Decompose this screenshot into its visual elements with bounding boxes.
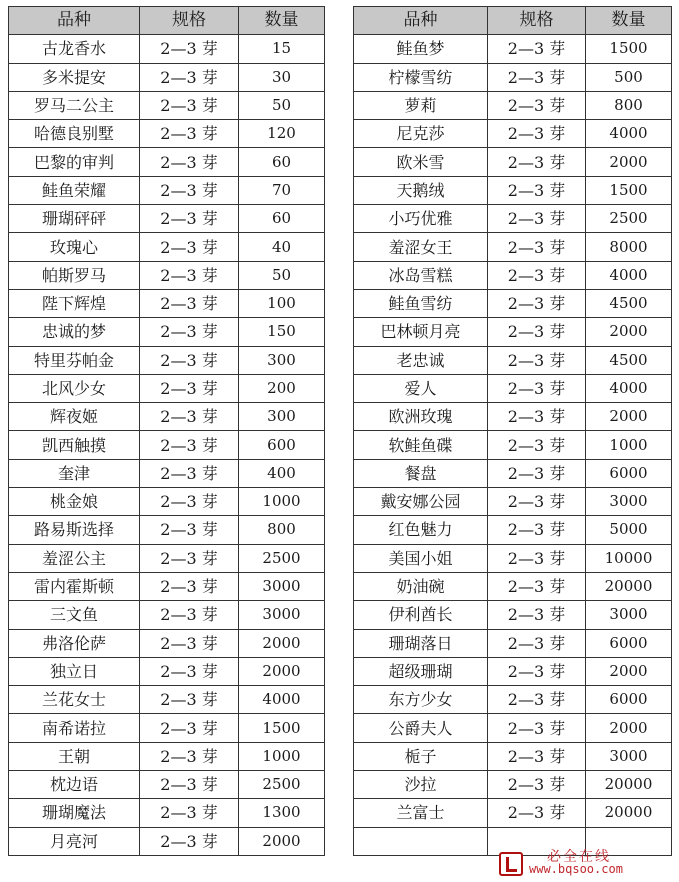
quantity-cell: 2000 — [239, 657, 325, 685]
quantity-cell: 4000 — [586, 261, 672, 289]
quantity-cell: 4500 — [586, 289, 672, 317]
variety-cell: 沙拉 — [354, 771, 488, 799]
table-row — [9, 799, 325, 827]
variety-cell: 爱人 — [354, 374, 488, 402]
variety-cell: 栀子 — [354, 742, 488, 770]
watermark-url: www.bqsoo.com — [529, 862, 623, 876]
spec-cell: 2—3 芽 — [140, 771, 239, 799]
table-row — [354, 289, 672, 317]
table-row — [9, 714, 325, 742]
header-spec: 规格 — [140, 7, 239, 35]
quantity-cell: 4500 — [586, 346, 672, 374]
variety-cell: 珊瑚落日 — [354, 629, 488, 657]
spec-cell: 2—3 芽 — [488, 374, 586, 402]
spec-cell: 2—3 芽 — [140, 827, 239, 855]
table-row — [354, 205, 672, 233]
variety-cell: 珊瑚砰砰 — [9, 205, 140, 233]
spec-cell: 2—3 芽 — [488, 657, 586, 685]
spec-cell: 2—3 芽 — [488, 233, 586, 261]
quantity-cell: 400 — [239, 459, 325, 487]
header-row — [9, 7, 325, 35]
table-row — [9, 120, 325, 148]
site-watermark — [499, 846, 667, 880]
quantity-cell: 6000 — [586, 459, 672, 487]
variety-cell: 软鲑鱼碟 — [354, 431, 488, 459]
table-row — [354, 431, 672, 459]
spec-cell: 2—3 芽 — [140, 63, 239, 91]
spec-cell: 2—3 芽 — [140, 431, 239, 459]
variety-cell: 罗马二公主 — [9, 91, 140, 119]
table-row — [354, 686, 672, 714]
quantity-cell: 4000 — [586, 120, 672, 148]
variety-cell: 餐盘 — [354, 459, 488, 487]
quantity-cell: 70 — [239, 176, 325, 204]
spec-cell: 2—3 芽 — [140, 318, 239, 346]
table-row — [9, 657, 325, 685]
spec-cell: 2—3 芽 — [488, 771, 586, 799]
table-row — [354, 261, 672, 289]
variety-cell: 多米提安 — [9, 63, 140, 91]
quantity-cell: 3000 — [586, 488, 672, 516]
quantity-cell: 150 — [239, 318, 325, 346]
variety-cell: 尼克莎 — [354, 120, 488, 148]
table-row — [9, 827, 325, 855]
variety-cell: 北风少女 — [9, 374, 140, 402]
table-row — [9, 35, 325, 63]
quantity-cell: 4000 — [586, 374, 672, 402]
table-row — [9, 431, 325, 459]
spec-cell: 2—3 芽 — [140, 148, 239, 176]
variety-cell: 帕斯罗马 — [9, 261, 140, 289]
spec-cell: 2—3 芽 — [488, 120, 586, 148]
variety-cell: 路易斯选择 — [9, 516, 140, 544]
quantity-cell: 5000 — [586, 516, 672, 544]
variety-cell: 天鹅绒 — [354, 176, 488, 204]
table-row — [9, 374, 325, 402]
table-row — [9, 488, 325, 516]
variety-cell: 珊瑚魔法 — [9, 799, 140, 827]
variety-cell: 红色魅力 — [354, 516, 488, 544]
quantity-cell: 1500 — [239, 714, 325, 742]
table-row — [9, 289, 325, 317]
variety-cell: 玫瑰心 — [9, 233, 140, 261]
spec-cell: 2—3 芽 — [488, 403, 586, 431]
spec-cell: 2—3 芽 — [488, 516, 586, 544]
quantity-cell: 15 — [239, 35, 325, 63]
table-row — [9, 601, 325, 629]
watermark-title: 必全在线 — [547, 849, 611, 865]
table-row — [354, 374, 672, 402]
variety-cell: 伊利酋长 — [354, 601, 488, 629]
quantity-cell: 2500 — [239, 771, 325, 799]
spec-cell: 2—3 芽 — [140, 459, 239, 487]
quantity-cell: 300 — [239, 346, 325, 374]
variety-cell: 凯西触摸 — [9, 431, 140, 459]
table-row — [354, 346, 672, 374]
table-row — [9, 742, 325, 770]
table-row — [9, 91, 325, 119]
quantity-cell: 800 — [586, 91, 672, 119]
table-row — [354, 35, 672, 63]
quantity-cell: 6000 — [586, 629, 672, 657]
header-variety: 品种 — [9, 7, 140, 35]
spec-cell: 2—3 芽 — [140, 403, 239, 431]
table-row — [9, 686, 325, 714]
quantity-cell: 800 — [239, 516, 325, 544]
variety-cell: 奎津 — [9, 459, 140, 487]
quantity-cell: 2000 — [586, 657, 672, 685]
table-row — [9, 629, 325, 657]
header-variety: 品种 — [354, 7, 488, 35]
header-row — [354, 7, 672, 35]
quantity-cell: 2000 — [586, 403, 672, 431]
table-row — [354, 771, 672, 799]
variety-cell: 特里芬帕金 — [9, 346, 140, 374]
quantity-cell: 20000 — [586, 771, 672, 799]
table-row — [9, 261, 325, 289]
table-row — [354, 403, 672, 431]
spec-cell: 2—3 芽 — [488, 714, 586, 742]
variety-cell: 小巧优雅 — [354, 205, 488, 233]
quantity-cell: 120 — [239, 120, 325, 148]
spec-cell: 2—3 芽 — [140, 544, 239, 572]
quantity-cell: 1000 — [586, 431, 672, 459]
table-row — [9, 403, 325, 431]
spec-cell: 2—3 芽 — [488, 601, 586, 629]
variety-cell: 王朝 — [9, 742, 140, 770]
spec-cell: 2—3 芽 — [488, 742, 586, 770]
quantity-cell: 10000 — [586, 544, 672, 572]
spec-cell: 2—3 芽 — [140, 601, 239, 629]
spec-cell: 2—3 芽 — [140, 374, 239, 402]
spec-cell: 2—3 芽 — [140, 742, 239, 770]
spec-cell: 2—3 芽 — [488, 35, 586, 63]
variety-cell: 老忠诚 — [354, 346, 488, 374]
spec-cell: 2—3 芽 — [140, 289, 239, 317]
quantity-cell: 30 — [239, 63, 325, 91]
table-row — [354, 742, 672, 770]
variety-cell: 欧米雪 — [354, 148, 488, 176]
variety-cell: 欧洲玫瑰 — [354, 403, 488, 431]
spec-cell: 2—3 芽 — [140, 629, 239, 657]
variety-cell: 桃金娘 — [9, 488, 140, 516]
variety-cell: 辉夜姬 — [9, 403, 140, 431]
spec-cell: 2—3 芽 — [488, 346, 586, 374]
table-row — [354, 799, 672, 827]
table-row — [354, 516, 672, 544]
variety-cell: 鲑鱼梦 — [354, 35, 488, 63]
spec-cell: 2—3 芽 — [488, 148, 586, 176]
table-row — [354, 601, 672, 629]
quantity-cell: 2000 — [239, 827, 325, 855]
table-row — [9, 63, 325, 91]
table-row — [9, 148, 325, 176]
quantity-cell: 1500 — [586, 35, 672, 63]
variety-cell: 超级珊瑚 — [354, 657, 488, 685]
table-row — [354, 459, 672, 487]
spec-cell: 2—3 芽 — [488, 629, 586, 657]
variety-cell: 巴黎的审判 — [9, 148, 140, 176]
table-row — [354, 63, 672, 91]
variety-cell: 公爵夫人 — [354, 714, 488, 742]
quantity-cell: 2000 — [586, 148, 672, 176]
spec-cell: 2—3 芽 — [488, 544, 586, 572]
quantity-cell: 2000 — [586, 714, 672, 742]
table-row — [9, 205, 325, 233]
spec-cell: 2—3 芽 — [140, 205, 239, 233]
table-row — [354, 572, 672, 600]
spec-cell: 2—3 芽 — [140, 686, 239, 714]
spec-cell: 2—3 芽 — [488, 488, 586, 516]
table-row — [9, 544, 325, 572]
quantity-cell: 60 — [239, 205, 325, 233]
quantity-cell: 4000 — [239, 686, 325, 714]
table-row — [354, 714, 672, 742]
spec-cell: 2—3 芽 — [140, 657, 239, 685]
spec-cell: 2—3 芽 — [140, 35, 239, 63]
table-row — [354, 629, 672, 657]
variety-cell: 陛下辉煌 — [9, 289, 140, 317]
table-row — [9, 572, 325, 600]
table-row — [9, 516, 325, 544]
spec-cell: 2—3 芽 — [140, 714, 239, 742]
variety-cell: 鲑鱼雪纺 — [354, 289, 488, 317]
spec-cell: 2—3 芽 — [140, 346, 239, 374]
quantity-cell: 500 — [586, 63, 672, 91]
spec-cell: 2—3 芽 — [140, 176, 239, 204]
table-row — [354, 657, 672, 685]
spec-cell: 2—3 芽 — [488, 318, 586, 346]
table-row — [354, 488, 672, 516]
variety-cell: 柠檬雪纺 — [354, 63, 488, 91]
table-row — [9, 771, 325, 799]
quantity-cell: 6000 — [586, 686, 672, 714]
variety-cell: 忠诚的梦 — [9, 318, 140, 346]
variety-cell: 羞涩女王 — [354, 233, 488, 261]
variety-cell: 雷内霍斯顿 — [9, 572, 140, 600]
quantity-cell: 8000 — [586, 233, 672, 261]
table-row — [9, 176, 325, 204]
variety-cell: 巴林顿月亮 — [354, 318, 488, 346]
quantity-cell: 1300 — [239, 799, 325, 827]
table-row — [354, 233, 672, 261]
quantity-cell: 50 — [239, 91, 325, 119]
quantity-cell: 20000 — [586, 799, 672, 827]
quantity-cell: 3000 — [239, 601, 325, 629]
variety-cell: 冰岛雪糕 — [354, 261, 488, 289]
table-row — [354, 91, 672, 119]
table-row — [9, 459, 325, 487]
quantity-cell: 50 — [239, 261, 325, 289]
table-row — [354, 318, 672, 346]
variety-cell: 东方少女 — [354, 686, 488, 714]
spec-cell: 2—3 芽 — [488, 572, 586, 600]
header-quantity: 数量 — [586, 7, 672, 35]
quantity-cell: 300 — [239, 403, 325, 431]
variety-cell: 美国小姐 — [354, 544, 488, 572]
spec-cell: 2—3 芽 — [140, 572, 239, 600]
table-row — [354, 176, 672, 204]
variety-cell: 三文鱼 — [9, 601, 140, 629]
quantity-cell: 2500 — [239, 544, 325, 572]
variety-cell: 独立日 — [9, 657, 140, 685]
table-row — [9, 346, 325, 374]
spec-cell: 2—3 芽 — [140, 799, 239, 827]
variety-cell: 兰花女士 — [9, 686, 140, 714]
quantity-cell: 2000 — [586, 318, 672, 346]
table-row — [354, 148, 672, 176]
spec-cell: 2—3 芽 — [488, 459, 586, 487]
quantity-cell: 1000 — [239, 488, 325, 516]
quantity-cell: 3000 — [239, 572, 325, 600]
logo-icon — [499, 852, 523, 876]
variety-cell: 奶油碗 — [354, 572, 488, 600]
variety-cell: 哈德良别墅 — [9, 120, 140, 148]
quantity-cell: 2000 — [239, 629, 325, 657]
table-row — [9, 318, 325, 346]
spec-cell: 2—3 芽 — [488, 686, 586, 714]
table-row — [354, 544, 672, 572]
quantity-cell: 60 — [239, 148, 325, 176]
table-row — [9, 233, 325, 261]
quantity-cell: 3000 — [586, 742, 672, 770]
header-quantity: 数量 — [239, 7, 325, 35]
variety-cell: 萝莉 — [354, 91, 488, 119]
spec-cell: 2—3 芽 — [488, 205, 586, 233]
spec-cell: 2—3 芽 — [488, 431, 586, 459]
spec-cell: 2—3 芽 — [488, 91, 586, 119]
quantity-cell: 1500 — [586, 176, 672, 204]
variety-cell: 南希诺拉 — [9, 714, 140, 742]
spec-cell: 2—3 芽 — [140, 261, 239, 289]
table-row — [354, 120, 672, 148]
quantity-cell: 40 — [239, 233, 325, 261]
spec-cell: 2—3 芽 — [488, 63, 586, 91]
variety-cell: 鲑鱼荣耀 — [9, 176, 140, 204]
quantity-cell: 1000 — [239, 742, 325, 770]
variety-cell: 弗洛伦萨 — [9, 629, 140, 657]
spec-cell: 2—3 芽 — [488, 799, 586, 827]
variety-cell: 古龙香水 — [9, 35, 140, 63]
variety-cell: 枕边语 — [9, 771, 140, 799]
spec-cell: 2—3 芽 — [140, 516, 239, 544]
variety-cell: 戴安娜公园 — [354, 488, 488, 516]
spec-cell: 2—3 芽 — [140, 120, 239, 148]
quantity-cell: 2500 — [586, 205, 672, 233]
spec-cell: 2—3 芽 — [488, 289, 586, 317]
spec-cell: 2—3 芽 — [140, 488, 239, 516]
quantity-cell: 3000 — [586, 601, 672, 629]
left-table — [8, 6, 325, 856]
variety-cell — [354, 827, 488, 855]
right-table — [353, 6, 672, 856]
quantity-cell: 600 — [239, 431, 325, 459]
quantity-cell: 100 — [239, 289, 325, 317]
spec-cell: 2—3 芽 — [488, 261, 586, 289]
variety-cell: 月亮河 — [9, 827, 140, 855]
spec-cell: 2—3 芽 — [488, 176, 586, 204]
header-spec: 规格 — [488, 7, 586, 35]
quantity-cell: 20000 — [586, 572, 672, 600]
spec-cell: 2—3 芽 — [140, 233, 239, 261]
spec-cell: 2—3 芽 — [140, 91, 239, 119]
quantity-cell: 200 — [239, 374, 325, 402]
variety-cell: 兰富士 — [354, 799, 488, 827]
variety-cell: 羞涩公主 — [9, 544, 140, 572]
